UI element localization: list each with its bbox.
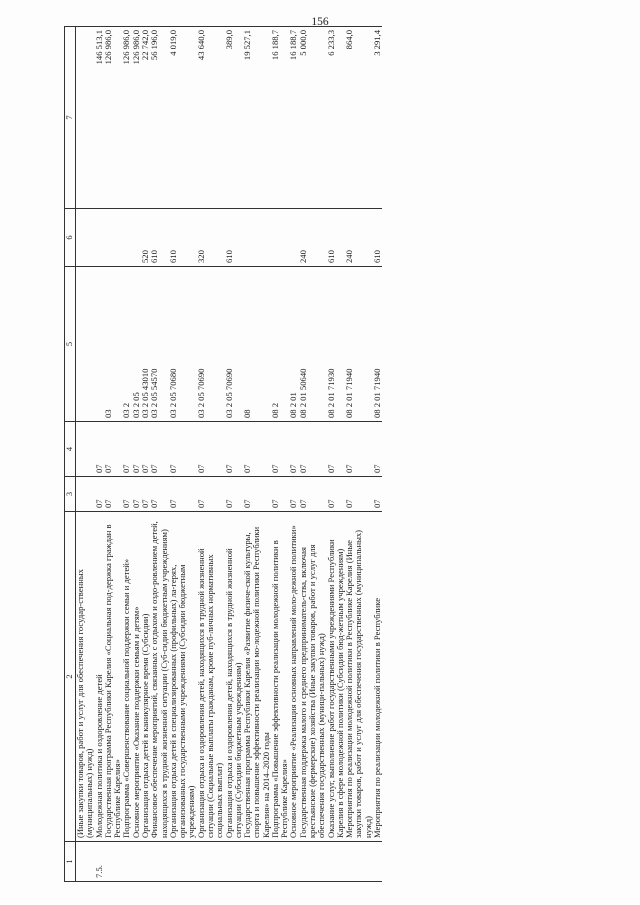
target-article-cell: 03 (104, 267, 123, 422)
expense-type-cell: 240 (345, 209, 373, 267)
section-cell: 07 (132, 477, 141, 512)
section-cell: 07 (327, 477, 346, 512)
amount-cell: 864,0 (345, 27, 373, 209)
target-article-cell (76, 267, 95, 422)
description-cell: Основное мероприятие «Оказание поддержки семьям и детям» (132, 512, 141, 842)
target-article-cell: 08 2 01 71940 (345, 267, 373, 422)
subsection-cell: 07 (327, 422, 346, 477)
subsection-cell: 07 (104, 422, 123, 477)
target-article-cell: 03 2 05 70690 (225, 267, 244, 422)
amount-cell: 6 233,3 (327, 27, 346, 209)
amount-cell: 16 188,7 (289, 27, 298, 209)
section-cell: 07 (299, 477, 327, 512)
row-number-cell (345, 842, 373, 882)
expense-type-cell (243, 209, 271, 267)
target-article-cell: 08 2 01 71930 (327, 267, 346, 422)
description-cell: Организация отдыха и оздоровления детей, находящихся в трудной жизненной ситуации (Субсидии бюджетным учреждениям) (225, 512, 244, 842)
expense-type-cell: 610 (225, 209, 244, 267)
amount-cell: 3 291,4 (373, 27, 382, 209)
expense-type-cell (104, 209, 123, 267)
description-cell: Организация отдыха детей в специализированных (профильных) ла-герях, организованных государственными учреждениями (Субсидии бюджетным учреждениям) (169, 512, 197, 842)
amount-cell: 146 513,1 (95, 27, 104, 209)
section-cell (76, 477, 95, 512)
expense-type-cell: 520 (141, 209, 150, 267)
amount-cell: 4 019,0 (169, 27, 197, 209)
row-number-cell (327, 842, 346, 882)
subsection-cell (76, 422, 95, 477)
target-article-cell: 08 2 01 50640 (299, 267, 327, 422)
row-number-cell (150, 842, 169, 882)
section-cell: 07 (95, 477, 104, 512)
subsection-cell: 07 (169, 422, 197, 477)
expense-type-cell (122, 209, 131, 267)
amount-cell: 43 640,0 (197, 27, 225, 209)
amount-cell: 126 986,0 (122, 27, 131, 209)
header-row (65, 27, 76, 882)
page-number: 156 (311, 16, 329, 28)
row-number-cell (373, 842, 382, 882)
row-number-cell (104, 842, 123, 882)
table-header (65, 27, 76, 882)
description-cell: Государственная программа Республики Карелия «Развитие физиче-ской культуры, спорта и повышение эффективности реализации мо-лодежной политики Республики Карелия» на 2014–2020 годы (243, 512, 271, 842)
amount-cell: 5 000,0 (299, 27, 327, 209)
column-header-3: 3 (65, 477, 76, 512)
target-article-cell: 08 2 01 (289, 267, 298, 422)
row-number-cell: 7.5. (95, 842, 104, 882)
section-cell: 07 (169, 477, 197, 512)
section-cell: 07 (243, 477, 271, 512)
section-cell: 07 (150, 477, 169, 512)
amount-cell: 56 196,0 (150, 27, 169, 209)
subsection-cell: 07 (299, 422, 327, 477)
subsection-cell: 07 (150, 422, 169, 477)
target-article-cell: 08 2 01 71940 (373, 267, 382, 422)
column-header-5: 5 (65, 267, 76, 422)
description-cell: Государственная поддержка малого и среднего предприниматель-ства, включая крестьянские (фермерские) хозяйства (Иные закупки товаров, работ и услуг для обеспечения государственных (муници-пальных) нужд) (299, 512, 327, 842)
description-cell: Молодежная политика и оздоровление детей (95, 512, 104, 842)
row-number-cell (141, 842, 150, 882)
table-row (373, 27, 382, 882)
budget-table (64, 26, 382, 882)
rotated-table-container (64, 27, 616, 882)
subsection-cell: 07 (95, 422, 104, 477)
expense-type-cell: 610 (373, 209, 382, 267)
row-number-cell (225, 842, 244, 882)
row-number-cell (169, 842, 197, 882)
section-cell: 07 (122, 477, 131, 512)
description-cell: (Иные закупки товаров, работ и услуг для обеспечения государ-ственных (муниципальных) нужд) (76, 512, 95, 842)
row-number-cell (132, 842, 141, 882)
amount-cell: 16 188,7 (271, 27, 290, 209)
subsection-cell: 07 (197, 422, 225, 477)
column-header-2: 2 (65, 512, 76, 842)
section-cell: 07 (345, 477, 373, 512)
row-number-cell (122, 842, 131, 882)
table-row (271, 27, 290, 882)
amount-cell: 126 986,0 (132, 27, 141, 209)
table-row (327, 27, 346, 882)
subsection-cell: 07 (345, 422, 373, 477)
table-row (104, 27, 123, 882)
table-row (150, 27, 169, 882)
description-cell: Государственная программа Республики Карелия «Социальная под-держка граждан в Республике Карелия» (104, 512, 123, 842)
subsection-cell: 07 (132, 422, 141, 477)
section-cell: 07 (197, 477, 225, 512)
subsection-cell: 07 (122, 422, 131, 477)
row-number-cell (197, 842, 225, 882)
table-row (225, 27, 244, 882)
subsection-cell: 07 (271, 422, 290, 477)
description-cell: Организация отдыха детей в каникулярное время (Субсидии) (141, 512, 150, 842)
table-body (76, 27, 383, 882)
amount-cell: 19 527,1 (243, 27, 271, 209)
section-cell: 07 (373, 477, 382, 512)
table-row (76, 27, 95, 882)
row-number-cell (299, 842, 327, 882)
expense-type-cell (95, 209, 104, 267)
target-article-cell (95, 267, 104, 422)
target-article-cell: 03 2 05 70680 (169, 267, 197, 422)
expense-type-cell (271, 209, 290, 267)
description-cell: Мероприятия по реализации молодежной политики в Республике (373, 512, 382, 842)
section-cell: 07 (271, 477, 290, 512)
table-row (169, 27, 197, 882)
table-row (299, 27, 327, 882)
section-cell: 07 (141, 477, 150, 512)
column-header-6: 6 (65, 209, 76, 267)
section-cell: 07 (289, 477, 298, 512)
description-cell: Организация отдыха и оздоровления детей, находящихся в трудной жизненной ситуации (Социальные выплаты гражданам, кроме пуб-личных нормативных социальных выплат) (197, 512, 225, 842)
expense-type-cell (76, 209, 95, 267)
column-header-4: 4 (65, 422, 76, 477)
amount-cell: 22 742,0 (141, 27, 150, 209)
description-cell: Мероприятия по реализации молодежной политики в Республике Карелия (Иные закупки товаров, работ и услуг для обеспечения государственных (муниципальных) нужд) (345, 512, 373, 842)
subsection-cell: 07 (141, 422, 150, 477)
column-header-1: 1 (65, 842, 76, 882)
description-cell: Финансовое обеспечение мероприятий, связанных с отдыхом и оздо-ровлением детей, находящихся в трудной жизненной ситуации (Суб-сидии бюджетным учреждениям) (150, 512, 169, 842)
row-number-cell (289, 842, 298, 882)
table-row (345, 27, 373, 882)
expense-type-cell: 610 (327, 209, 346, 267)
expense-type-cell: 610 (169, 209, 197, 267)
expense-type-cell: 240 (299, 209, 327, 267)
amount-cell: 389,0 (225, 27, 244, 209)
section-cell: 07 (104, 477, 123, 512)
target-article-cell: 03 2 05 43010 (141, 267, 150, 422)
expense-type-cell: 610 (150, 209, 169, 267)
section-cell: 07 (225, 477, 244, 512)
target-article-cell: 03 2 (122, 267, 131, 422)
subsection-cell: 07 (289, 422, 298, 477)
column-header-7: 7 (65, 27, 76, 209)
row-number-cell (271, 842, 290, 882)
description-cell: Основное мероприятие «Реализация основных направлений моло-дежной политики» (289, 512, 298, 842)
expense-type-cell: 320 (197, 209, 225, 267)
row-number-cell (243, 842, 271, 882)
description-cell: Подпрограмма «Повышение эффективности реализации молодежной политики в Республике Карелия» (271, 512, 290, 842)
amount-cell (76, 27, 95, 209)
subsection-cell: 07 (243, 422, 271, 477)
table-row (243, 27, 271, 882)
target-article-cell: 03 2 05 70690 (197, 267, 225, 422)
amount-cell: 126 986,0 (104, 27, 123, 209)
target-article-cell: 08 (243, 267, 271, 422)
subsection-cell: 07 (373, 422, 382, 477)
target-article-cell: 08 2 (271, 267, 290, 422)
target-article-cell: 03 2 05 (132, 267, 141, 422)
table-row (197, 27, 225, 882)
subsection-cell: 07 (225, 422, 244, 477)
description-cell: Подпрограмма «Совершенствование социальной поддержки семьи и детей» (122, 512, 131, 842)
description-cell: Оказание услуг, выполнение работ государственными учреждениями Республики Карелия в сфере молодежной политики (Субсидии бюд-жетным учреждениям) (327, 512, 346, 842)
row-number-cell (76, 842, 95, 882)
target-article-cell: 03 2 05 54570 (150, 267, 169, 422)
